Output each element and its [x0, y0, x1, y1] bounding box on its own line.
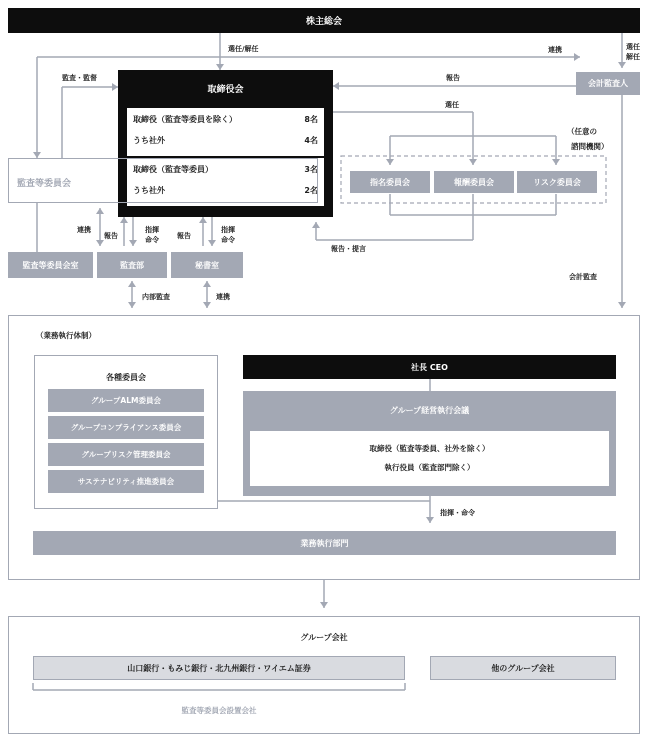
board-row-label: うち社外	[133, 136, 165, 145]
committees-title: 各種委員会	[106, 373, 146, 382]
advisory-note-2: 諮問機関）	[571, 142, 609, 151]
advisory-note-1: （任意の	[567, 127, 597, 136]
label-elect: 選任	[445, 101, 459, 109]
mgmt-line-1: 取締役（監査等委員、社外を除く）	[369, 444, 490, 453]
mgmt-title: グループ経営執行会議	[389, 406, 470, 415]
label-order-left: 命令	[145, 236, 159, 244]
committee-alm: グループALM委員会	[48, 389, 204, 412]
group-title: グループ会社	[300, 633, 348, 642]
board-row-label: 取締役（監査等委員を除く）	[133, 115, 237, 124]
business-departments: 業務執行部門	[33, 531, 616, 555]
accounting-auditor: 会計監査人	[576, 72, 640, 95]
other-group-companies: 他のグループ会社	[430, 656, 616, 680]
risk-committee: リスク委員会	[517, 171, 597, 193]
label-cooperation-top: 連携	[548, 46, 562, 54]
label-order-mid: 命令	[221, 236, 235, 244]
committee-compliance: グループコンプライアンス委員会	[48, 416, 204, 439]
audit-committee-office: 監査等委員会室	[8, 252, 93, 278]
label-report-advice: 報告・提言	[331, 245, 366, 253]
label-elect-dismiss: 選任/解任	[228, 45, 259, 53]
label-instruct-mid: 指揮	[221, 226, 235, 234]
board-row	[133, 135, 318, 146]
secretary-office: 秘書室	[171, 252, 243, 278]
board-title: 取締役会	[207, 85, 244, 95]
board-row-count: 8名	[304, 115, 318, 124]
president-ceo: 社長 CEO	[243, 355, 616, 379]
board-panel-1	[127, 108, 324, 156]
group-banks: 山口銀行・もみじ銀行・北九州銀行・ワイエム証券	[33, 656, 405, 680]
label-instruct-left: 指揮	[145, 226, 159, 234]
label-dismiss-v: 解任	[626, 53, 640, 61]
committee-risk-management: グループリスク管理委員会	[48, 443, 204, 466]
label-accounting-audit: 会計監査	[569, 273, 597, 281]
board-row-count: 3名	[304, 165, 318, 174]
committee-sustainability: サステナビリティ推進委員会	[48, 470, 204, 493]
audit-department: 監査部	[97, 252, 167, 278]
mgmt-members-panel	[250, 431, 609, 486]
board-row-label: 取締役（監査等委員）	[133, 165, 213, 174]
board-row-count: 2名	[304, 186, 318, 195]
label-internal-audit: 内部監査	[142, 293, 170, 301]
label-cooperation-exec: 連携	[216, 293, 230, 301]
board-row	[133, 114, 318, 125]
label-cooperation-left: 連携	[77, 226, 91, 234]
label-elect-v: 選任	[626, 43, 640, 51]
board-row-label: うち社外	[133, 186, 165, 195]
board-row-count: 4名	[304, 136, 318, 145]
shareholders-meeting: 株主総会	[8, 8, 640, 33]
label-audit-supervise: 監査・監督	[62, 74, 97, 82]
compensation-committee: 報酬委員会	[434, 171, 514, 193]
mgmt-line-2: 執行役員（監査部門除く）	[384, 463, 475, 472]
label-report-top: 報告	[446, 74, 460, 82]
group-note: 監査等委員会設置会社	[181, 706, 257, 715]
label-report-mid: 報告	[177, 232, 191, 240]
label-report-left: 報告	[104, 232, 118, 240]
execution-title: （業務執行体制）	[36, 331, 96, 340]
label-instruct-order: 指揮・命令	[440, 509, 475, 517]
nomination-committee: 指名委員会	[350, 171, 430, 193]
group-management-meeting	[243, 391, 616, 496]
audit-committee-label: 監査等委員会	[17, 179, 72, 189]
